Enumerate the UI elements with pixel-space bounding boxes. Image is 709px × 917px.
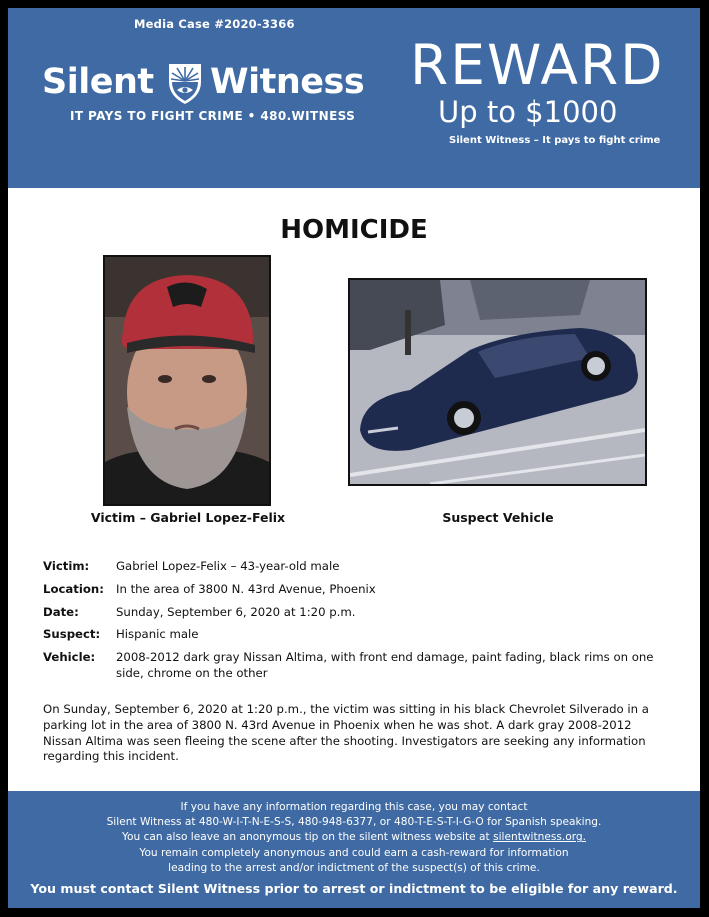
logo-text-witness: Witness xyxy=(210,62,365,102)
detail-label: Date: xyxy=(43,604,79,619)
detail-row-date xyxy=(43,605,663,621)
vehicle-caption: Suspect Vehicle xyxy=(442,510,554,525)
detail-value: Sunday, September 6, 2020 at 1:20 p.m. xyxy=(116,604,356,619)
vehicle-photo xyxy=(348,278,647,486)
header-banner xyxy=(8,8,700,188)
detail-row-victim xyxy=(43,559,663,575)
detail-label: Location: xyxy=(43,581,104,596)
footer-line: You remain completely anonymous and could earn a cash-reward for information xyxy=(139,846,569,859)
victim-portrait-image xyxy=(105,257,269,504)
detail-row-suspect xyxy=(43,627,663,643)
detail-row-location xyxy=(43,582,663,598)
footer-line: leading to the arrest and/or indictment of the suspect(s) of this crime. xyxy=(168,861,540,874)
flyer xyxy=(8,8,700,908)
reward-eligibility-notice: You must contact Silent Witness prior to arrest or indictment to be eligible for any reward. xyxy=(30,881,678,897)
victim-caption: Victim – Gabriel Lopez-Felix xyxy=(90,510,286,525)
case-details xyxy=(43,559,663,689)
reward-subtitle: Silent Witness – It pays to fight crime xyxy=(449,135,661,146)
footer-text: You can also leave an anonymous tip on the silent witness website at xyxy=(121,831,494,844)
case-narrative: On Sunday, September 6, 2020 at 1:20 p.m., the victim was sitting in his black Chevrolet Silverado in a parking lot in the area of 3800 N. 43rd Avenue in Phoenix when he was shot. A dark gray 2008-2012 Nissan Altima was seen fleeing the scene after the shooting. Investigators are seeking any information regarding this incident. xyxy=(43,702,649,764)
detail-label: Vehicle: xyxy=(43,650,96,665)
detail-label: Victim: xyxy=(43,559,90,573)
reward-amount: Up to $1000 xyxy=(438,95,618,129)
footer-banner xyxy=(8,791,700,908)
victim-photo xyxy=(103,255,271,506)
detail-value: Hispanic male xyxy=(116,627,199,642)
detail-value: Gabriel Lopez-Felix – 43-year-old male xyxy=(116,559,340,573)
suspect-vehicle-image xyxy=(350,280,645,484)
detail-row-vehicle xyxy=(43,650,663,682)
shield-logo-icon xyxy=(166,60,204,106)
footer-line: Silent Witness at 480-W-I-T-N-E-S-S, 480-948-6377, or 480-T-E-S-T-I-G-O for Spanish speaking. xyxy=(106,816,602,829)
logo-text-silent: Silent xyxy=(42,62,154,102)
detail-label: Suspect: xyxy=(43,627,101,642)
footer-line: If you have any information regarding this case, you may contact xyxy=(180,801,528,813)
website-link[interactable]: silentwitness.org. xyxy=(493,831,586,844)
detail-value: 2008-2012 dark gray Nissan Altima, with front end damage, paint fading, black rims on one side, chrome on the other xyxy=(116,650,654,680)
reward-title: REWARD xyxy=(410,33,665,97)
footer-line-website xyxy=(8,830,700,845)
tagline: IT PAYS TO FIGHT CRIME • 480.WITNESS xyxy=(70,109,356,123)
detail-value: In the area of 3800 N. 43rd Avenue, Phoenix xyxy=(116,581,376,596)
case-number: Media Case #2020-3366 xyxy=(134,17,295,31)
page-title: HOMICIDE xyxy=(280,215,428,245)
